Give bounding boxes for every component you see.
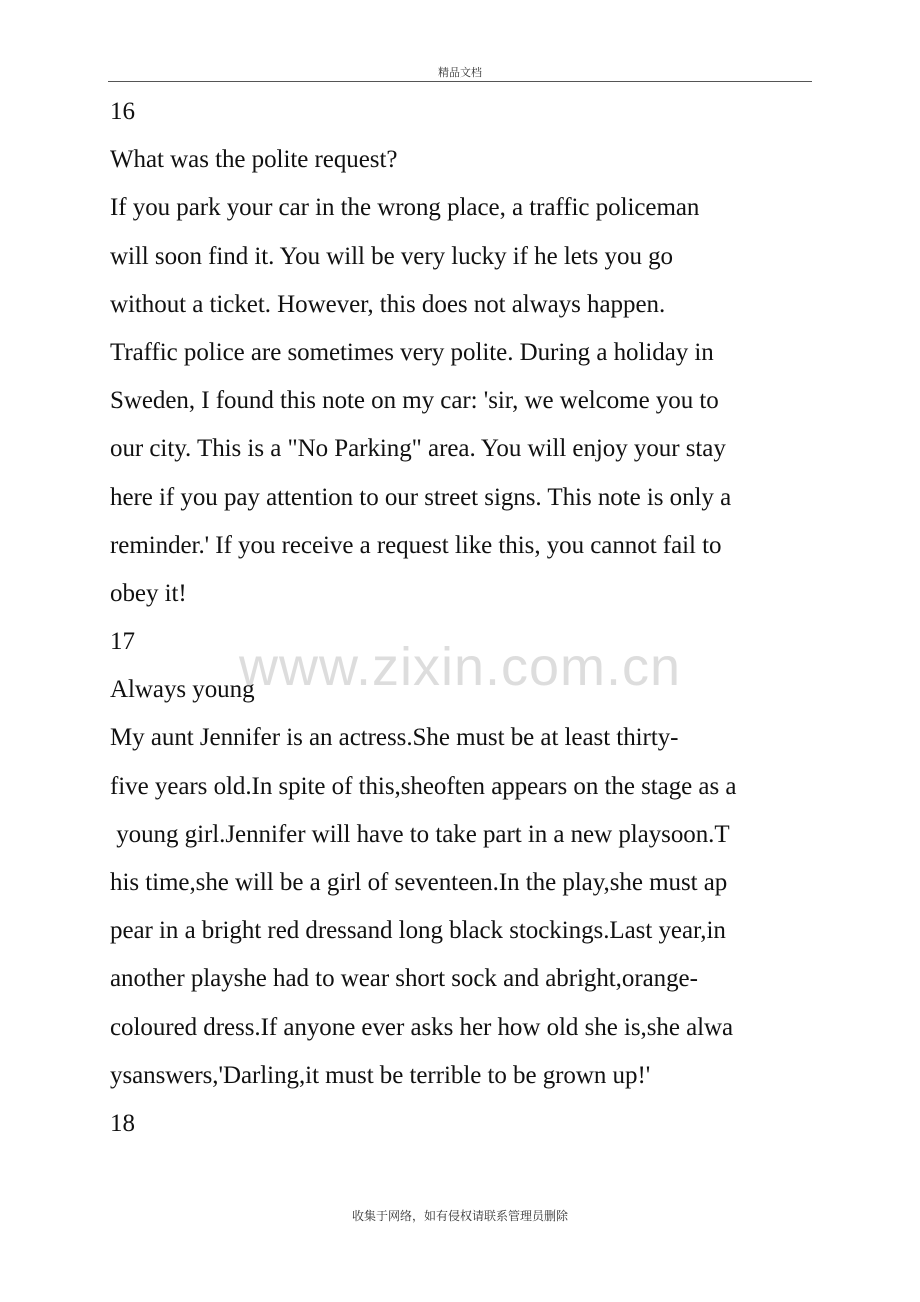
watermark: www.zixin.com.cn <box>238 637 682 697</box>
section-title-always-young: Always young <box>110 676 255 704</box>
section-number-17: 17 <box>110 628 135 656</box>
text-line: My aunt Jennifer is an actress.She must be at least thirty- <box>110 724 679 752</box>
text-line: will soon find it. You will be very lucky if he lets you go <box>110 242 673 270</box>
page-footer: 收集于网络，如有侵权请联系管理员删除 <box>351 1209 568 1223</box>
section-number-18: 18 <box>110 1109 135 1137</box>
text-line: our city. This is a "No Parking" area. You will enjoy your stay <box>110 435 726 463</box>
text-line: another playshe had to wear short sock and abright,orange- <box>110 965 698 993</box>
text-line: pear in a bright red dressand long black stockings.Last year,in <box>110 917 726 945</box>
text-line: ysanswers,'Darling,it must be terrible to be grown up!' <box>110 1061 651 1089</box>
text-line: If you park your car in the wrong place, a traffic policeman <box>110 194 700 222</box>
text-line: Sweden, I found this note on my car: 'sir, we welcome you to <box>110 387 719 415</box>
text-line: without a ticket. However, this does not always happen. <box>110 290 666 318</box>
text-line: here if you pay attention to our street signs. This note is only a <box>110 483 732 511</box>
document-body <box>110 88 816 1148</box>
text-line: reminder.' If you receive a request like this, you cannot fail to <box>110 531 722 559</box>
page-header: 精品文档 <box>438 66 482 79</box>
text-line: young girl.Jennifer will have to take part in a new playsoon.T <box>110 820 730 848</box>
text-line: his time,she will be a girl of seventeen.In the play,she must ap <box>110 869 728 896</box>
text-line: obey it! <box>110 579 187 607</box>
text-line: Traffic police are sometimes very polite. During a holiday in <box>110 338 714 366</box>
section-title-polite-request: What was the polite request? <box>110 146 398 174</box>
header-divider <box>108 81 812 82</box>
section-number-16: 16 <box>110 98 135 125</box>
text-line: coloured dress.If anyone ever asks her how old she is,she alwa <box>110 1013 734 1041</box>
text-line: five years old.In spite of this,sheoften appears on the stage as a <box>110 772 737 800</box>
